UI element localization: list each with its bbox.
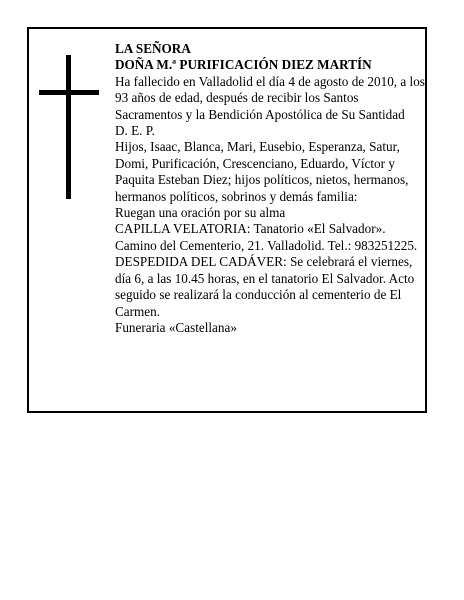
cross-horizontal-bar (39, 90, 99, 95)
funeral-home: Funeraria «Castellana» (115, 319, 237, 335)
deceased-name: DOÑA M.ª PURIFICACIÓN DIEZ MARTÍN (115, 57, 372, 73)
cross-vertical-bar (66, 55, 71, 199)
heading-title: LA SEÑORA (115, 41, 191, 56)
dep-line: D. E. P. (115, 123, 155, 139)
cross-icon (39, 55, 99, 199)
family-list: Hijos, Isaac, Blanca, Mari, Eusebio, Esperanza, Satur, Domi, Purificación, Crescenciano, Eduardo, Víctor y Paquita Esteban Diez; hijos políticos, nietos, hermanos, hermanos políticos, sobrinos y demás familia: (115, 139, 409, 204)
obituary-notice (27, 27, 427, 413)
prayer-request: Ruegan una oración por su alma (115, 205, 286, 221)
death-info: Ha fallecido en Valladolid el día 4 de agosto de 2010, a los 93 años de edad, después de recibir los Santos Sacramentos y la Bendición Apostólica de Su Santidad (115, 73, 425, 122)
notice-body (115, 41, 427, 336)
chapel-info: CAPILLA VELATORIA: Tanatorio «El Salvador». Camino del Cementerio, 21. Valladolid. Tel.: 983251225. (115, 221, 418, 253)
farewell-info: DESPEDIDA DEL CADÁVER: Se celebrará el viernes, día 6, a las 10.45 horas, en el tanatorio El Salvador. Acto seguido se realizará la conducción al cementerio de El Carmen. (115, 254, 415, 319)
